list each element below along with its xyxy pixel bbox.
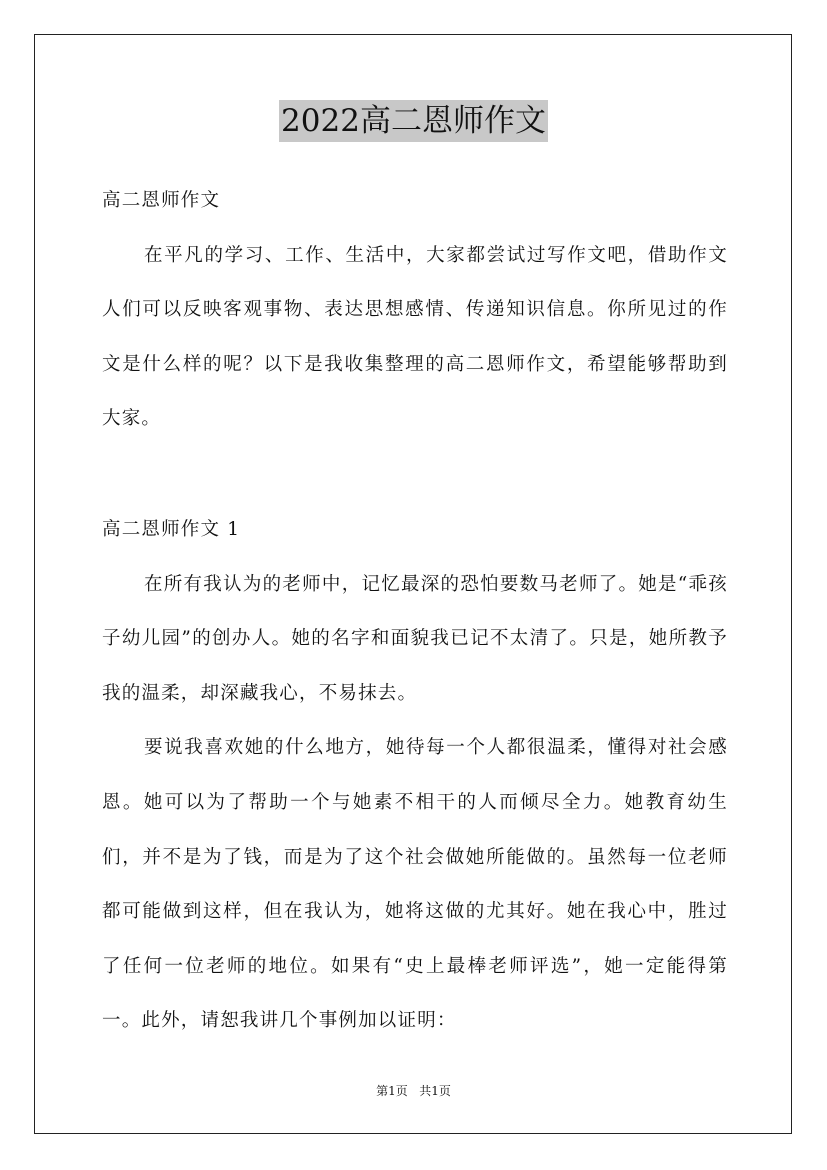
document-title: 2022高二恩师作文 — [279, 100, 548, 142]
page-total: 共1页 — [419, 1084, 451, 1098]
section-gap — [102, 447, 728, 503]
paragraph-essay-1-1: 在所有我认为的老师中，记忆最深的恐怕要数马老师了。她是“乖孩子幼儿园”的创办人。她的名字和面貌我已记不太清了。只是，她所教予我的温柔，却深藏我心，不易抹去。 — [102, 573, 728, 704]
title-container — [0, 100, 827, 142]
page-number: 第1页 — [376, 1084, 408, 1098]
section-heading-essay-1: 高二恩师作文 1 — [102, 518, 241, 540]
section-heading-intro: 高二恩师作文 — [102, 190, 221, 211]
page-footer — [0, 1082, 827, 1100]
paragraph-intro: 在平凡的学习、工作、生活中，大家都尝试过写作文吧，借助作文人们可以反映客观事物、表达思想感情、传递知识信息。你所见过的作文是什么样的呢？以下是我收集整理的高二恩师作文，希望能够帮助到大家。 — [102, 244, 728, 430]
document-body — [102, 174, 728, 1049]
paragraph-essay-1-2: 要说我喜欢她的什么地方，她待每一个人都很温柔，懂得对社会感恩。她可以为了帮助一个与她素不相干的人而倾尽全力。她教育幼生们，并不是为了钱，而是为了这个社会做她所能做的。虽然每一位老师都可能做到这样，但在我认为，她将这做的尤其好。她在我心中，胜过了任何一位老师的地位。如果有“史上最棒老师评选”，她一定能得第一。此外，请恕我讲几个事例加以证明： — [102, 737, 728, 1032]
